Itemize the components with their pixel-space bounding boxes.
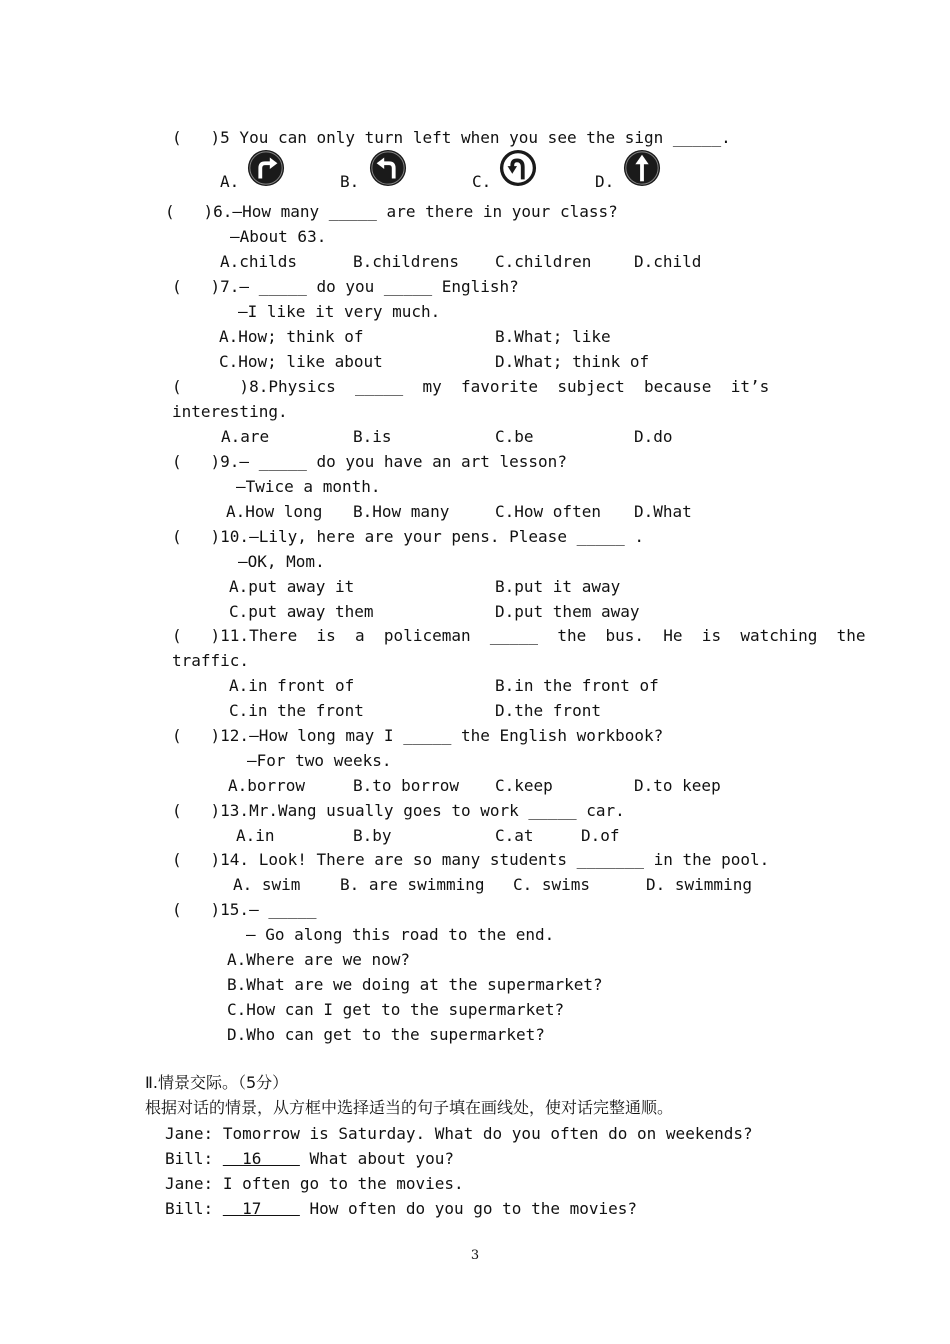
- answer-blank-17: 17: [222, 1199, 300, 1218]
- q9-option-a: A.How long: [226, 502, 323, 521]
- q10-stem: ( )10.—Lily, here are your pens. Please _____ .: [172, 527, 645, 546]
- straight-ahead-sign-icon: [623, 149, 661, 187]
- q8-stem: ( )8.Physics _____ my favorite subject because it’s: [172, 377, 770, 396]
- q6-option-a: A.childs: [220, 252, 298, 271]
- q9-option-b: B.How many: [353, 502, 450, 521]
- q15-option-d: D.Who can get to the supermarket?: [227, 1025, 545, 1044]
- dialogue-text: What about you?: [309, 1149, 455, 1168]
- q15-reply: — Go along this road to the end.: [246, 925, 555, 944]
- q11-option-c: C.in the front: [229, 701, 364, 720]
- speaker: Jane:: [165, 1174, 214, 1193]
- q11-stem: ( )11.There is a policeman _____ the bus. He is watching the: [172, 626, 866, 645]
- q13-stem: ( )13.Mr.Wang usually goes to work _____ car.: [172, 801, 625, 820]
- q8-option-b: B.is: [353, 427, 392, 446]
- q11-stem-cont: traffic.: [172, 651, 250, 670]
- answer-blank-16: 16: [222, 1149, 300, 1168]
- q8-stem-cont: interesting.: [172, 402, 288, 421]
- q11-option-a: A.in front of: [229, 676, 355, 695]
- q14-option-d: D. swimming: [646, 875, 752, 894]
- q11-option-b: B.in the front of: [495, 676, 659, 695]
- q7-stem: ( )7.— _____ do you _____ English?: [172, 277, 519, 296]
- section-heading: Ⅱ.情景交际。（5分）: [145, 1073, 289, 1092]
- q6-option-d: D.child: [634, 252, 702, 271]
- q14-option-c: C. swims: [513, 875, 591, 894]
- q8-option-d: D.do: [634, 427, 673, 446]
- q5-option-a: A.: [220, 172, 240, 191]
- q15-option-b: B.What are we doing at the supermarket?: [227, 975, 603, 994]
- q7-option-a: A.How; think of: [219, 327, 364, 346]
- q12-option-b: B.to borrow: [353, 776, 459, 795]
- q14-option-a: A. swim: [233, 875, 301, 894]
- q8-option-c: C.be: [495, 427, 534, 446]
- q14-stem: ( )14. Look! There are so many students _______ in the pool.: [172, 850, 770, 869]
- q8-option-a: A.are: [221, 427, 270, 446]
- q10-reply: —OK, Mom.: [238, 552, 325, 571]
- q6-reply: —About 63.: [230, 227, 327, 246]
- q12-option-a: A.borrow: [228, 776, 306, 795]
- q6-option-b: B.childrens: [353, 252, 459, 271]
- q13-option-c: C.at: [495, 826, 534, 845]
- q13-option-d: D.of: [581, 826, 620, 845]
- q7-option-c: C.How; like about: [219, 352, 383, 371]
- dialogue-line: [165, 1124, 753, 1144]
- q12-option-c: C.keep: [495, 776, 553, 795]
- q10-option-c: C.put away them: [229, 602, 374, 621]
- dialogue-text: I often go to the movies.: [222, 1174, 464, 1193]
- turn-right-sign-icon: [247, 149, 285, 187]
- q15-option-a: A.Where are we now?: [227, 950, 411, 969]
- q9-option-c: C.How often: [495, 502, 601, 521]
- page-number: 3: [470, 1248, 480, 1263]
- q12-stem: ( )12.—How long may I _____ the English workbook?: [172, 726, 664, 745]
- u-turn-sign-icon: [499, 149, 537, 187]
- dialogue-text: How often do you go to the movies?: [309, 1199, 638, 1218]
- q5-option-c: C.: [472, 172, 492, 191]
- dialogue-line: [165, 1149, 454, 1169]
- q10-option-b: B.put it away: [495, 577, 621, 596]
- q12-option-d: D.to keep: [634, 776, 721, 795]
- q15-option-c: C.How can I get to the supermarket?: [227, 1000, 565, 1019]
- q6-option-c: C.children: [495, 252, 592, 271]
- q9-option-d: D.What: [634, 502, 692, 521]
- q5-option-d: D.: [595, 172, 615, 191]
- q14-option-b: B. are swimming: [340, 875, 485, 894]
- dialogue-line: [165, 1199, 637, 1219]
- q7-reply: —I like it very much.: [238, 302, 441, 321]
- q12-reply: —For two weeks.: [247, 751, 392, 770]
- q13-option-b: B.by: [353, 826, 392, 845]
- dialogue-line: [165, 1174, 464, 1194]
- q9-reply: —Twice a month.: [236, 477, 381, 496]
- q13-option-a: A.in: [236, 826, 275, 845]
- speaker: Jane:: [165, 1124, 214, 1143]
- q10-option-d: D.put them away: [495, 602, 640, 621]
- q11-option-d: D.the front: [495, 701, 601, 720]
- q5-option-b: B.: [340, 172, 360, 191]
- section-instruction: 根据对话的情景，从方框中选择适当的句子填在画线处，使对话完整通顺。: [145, 1098, 674, 1117]
- speaker: Bill:: [165, 1149, 214, 1168]
- speaker: Bill:: [165, 1199, 214, 1218]
- q10-option-a: A.put away it: [229, 577, 355, 596]
- dialogue-text: Tomorrow is Saturday. What do you often do on weekends?: [222, 1124, 753, 1143]
- q6-stem: ( )6.—How many _____ are there in your class?: [165, 202, 618, 221]
- q9-stem: ( )9.— _____ do you have an art lesson?: [172, 452, 567, 471]
- turn-left-sign-icon: [369, 149, 407, 187]
- q7-option-b: B.What; like: [495, 327, 611, 346]
- q7-option-d: D.What; think of: [495, 352, 650, 371]
- q5-stem: ( )5 You can only turn left when you see the sign _____.: [172, 128, 731, 147]
- q15-stem: ( )15.— _____: [172, 900, 317, 919]
